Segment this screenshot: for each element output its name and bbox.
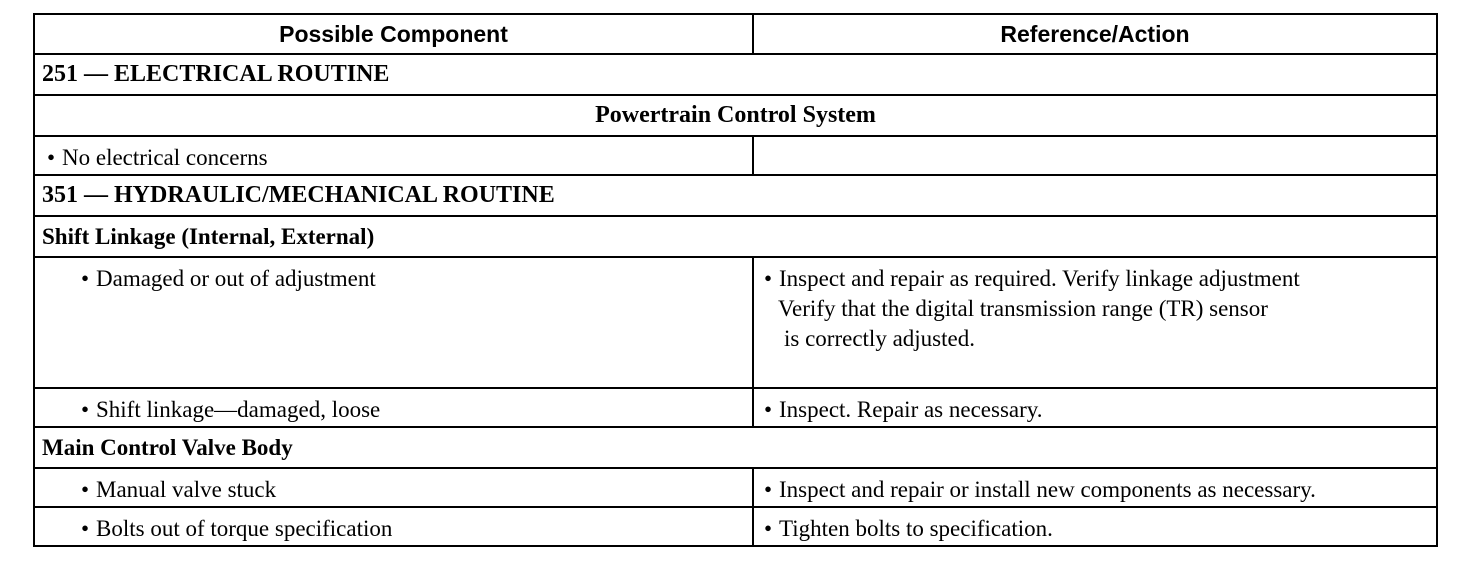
bullet: • <box>764 477 773 502</box>
subsection-row <box>34 216 1437 257</box>
subsection-row <box>34 95 1437 136</box>
bullet: • <box>764 397 773 422</box>
table-row <box>34 388 1437 427</box>
diagnostic-table <box>33 13 1438 547</box>
bullet: • <box>764 516 773 541</box>
bullet: • <box>81 516 90 541</box>
action-cell <box>753 468 1437 507</box>
action-cell <box>753 257 1437 388</box>
action-text: Inspect and repair or install new components as necessary. <box>779 477 1316 502</box>
table-row <box>34 136 1437 175</box>
bullet: • <box>47 145 56 170</box>
header-reference-action: Reference/Action <box>753 14 1437 54</box>
subsection-row <box>34 427 1437 468</box>
subsection-shift-linkage: Shift Linkage (Internal, External) <box>34 216 1437 257</box>
action-text: Tighten bolts to specification. <box>779 516 1053 541</box>
component-text: No electrical concerns <box>62 145 268 170</box>
action-line-continued: Verify that the digital transmission range (TR) sensor <box>778 296 1268 321</box>
bullet: • <box>81 477 90 502</box>
table-row <box>34 468 1437 507</box>
section-row <box>34 175 1437 216</box>
component-text: Manual valve stuck <box>96 477 277 502</box>
action-cell <box>753 388 1437 427</box>
table-row <box>34 257 1437 388</box>
component-cell <box>34 507 753 546</box>
component-cell <box>34 388 753 427</box>
action-line <box>764 264 1436 294</box>
header-possible-component: Possible Component <box>34 14 753 54</box>
action-text: Inspect. Repair as necessary. <box>779 397 1043 422</box>
action-text: Inspect and repair as required. Verify linkage adjustment <box>779 266 1300 291</box>
component-text: Bolts out of torque specification <box>96 516 393 541</box>
subsection-powertrain-control-system: Powertrain Control System <box>34 95 1437 136</box>
action-cell-empty <box>753 136 1437 175</box>
component-text: Damaged or out of adjustment <box>96 266 376 291</box>
header-row <box>34 14 1437 54</box>
component-cell <box>34 468 753 507</box>
section-title-251: 251 — ELECTRICAL ROUTINE <box>34 54 1437 95</box>
section-row <box>34 54 1437 95</box>
bullet: • <box>81 266 90 291</box>
component-text: Shift linkage—damaged, loose <box>96 397 381 422</box>
subsection-main-control-valve-body: Main Control Valve Body <box>34 427 1437 468</box>
bullet: • <box>764 266 773 291</box>
section-title-351: 351 — HYDRAULIC/MECHANICAL ROUTINE <box>34 175 1437 216</box>
component-cell <box>34 136 753 175</box>
action-line-continued: is correctly adjusted. <box>784 326 975 351</box>
table-row <box>34 507 1437 546</box>
bullet: • <box>81 397 90 422</box>
action-cell <box>753 507 1437 546</box>
component-cell <box>34 257 753 388</box>
